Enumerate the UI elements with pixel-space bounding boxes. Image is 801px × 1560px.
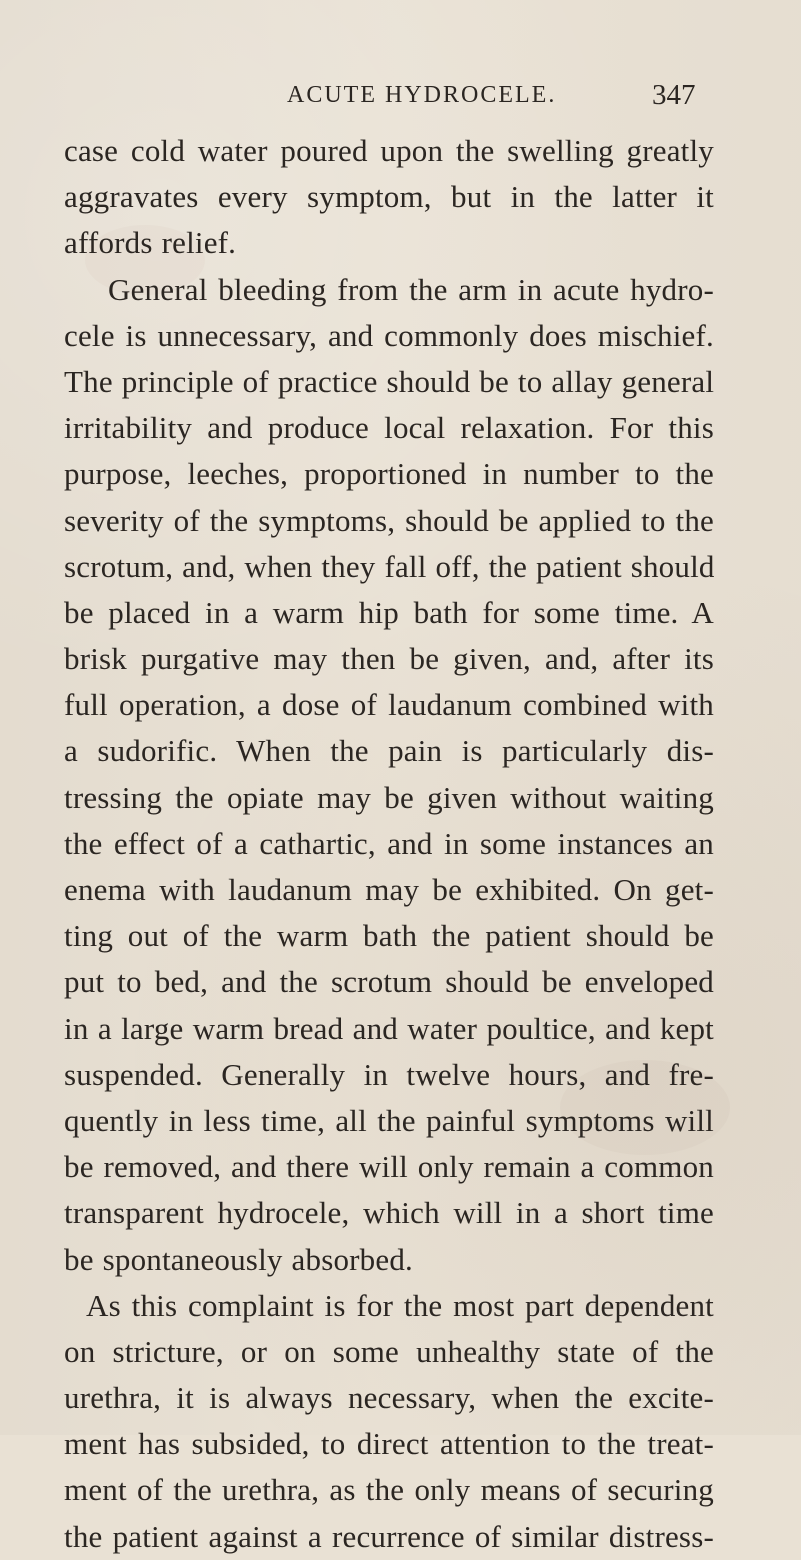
- text-line: ment of the urethra, as the only means of securing: [64, 1472, 714, 1508]
- text-line: be placed in a warm hip bath for some time. A: [64, 594, 714, 630]
- text-line: severity of the symptoms, should be applied to the: [64, 502, 714, 538]
- text-line: brisk purgative may then be given, and, after its: [64, 641, 714, 677]
- text-line: the patient against a recurrence of similar distress-: [64, 1518, 714, 1554]
- text-line: case cold water poured upon the swelling greatly: [64, 133, 714, 168]
- text-line: urethra, it is always necessary, when the excite-: [64, 1380, 714, 1416]
- text-line: be removed, and there will only remain a common: [64, 1149, 714, 1185]
- text-line: irritability and produce local relaxation. For this: [64, 410, 714, 446]
- text-line: the effect of a cathartic, and in some instances an: [64, 825, 714, 861]
- text-line: full operation, a dose of laudanum combined with: [64, 687, 714, 723]
- text-line: cele is unnecessary, and commonly does mischief.: [64, 317, 714, 353]
- text-line: As this complaint is for the most part dependent: [86, 1287, 714, 1323]
- text-line: transparent hydrocele, which will in a short time: [64, 1195, 714, 1231]
- text-line: ment has subsided, to direct attention to the treat-: [64, 1426, 714, 1462]
- text-line: suspended. Generally in twelve hours, and fre-: [64, 1056, 714, 1092]
- page-header: [0, 79, 801, 116]
- text-line: scrotum, and, when they fall off, the patient should: [64, 548, 715, 584]
- text-line: ting out of the warm bath the patient should be: [64, 918, 714, 954]
- page-number: 347: [652, 79, 696, 111]
- text-line: General bleeding from the arm in acute hydro-: [108, 271, 714, 307]
- text-line: enema with laudanum may be exhibited. On get-: [64, 872, 714, 907]
- text-line: tressing the opiate may be given without waiting: [64, 779, 714, 815]
- text-line: be spontaneously absorbed.: [64, 1241, 413, 1277]
- running-head: ACUTE HYDROCELE.: [287, 82, 557, 108]
- text-line: on stricture, or on some unhealthy state of the: [64, 1333, 714, 1369]
- text-line: quently in less time, all the painful symptoms will: [64, 1102, 714, 1138]
- text-line: purpose, leeches, proportioned in number to the: [64, 456, 714, 492]
- text-line: a sudorific. When the pain is particularly dis-: [64, 733, 714, 769]
- text-line: aggravates every symptom, but in the latter it: [64, 179, 714, 215]
- text-line: The principle of practice should be to allay general: [64, 363, 715, 399]
- text-line: put to bed, and the scrotum should be enveloped: [64, 964, 714, 1000]
- text-line: in a large warm bread and water poultice, and kept: [64, 1010, 714, 1046]
- text-line: affords relief.: [64, 225, 237, 261]
- main-text: [64, 128, 714, 1560]
